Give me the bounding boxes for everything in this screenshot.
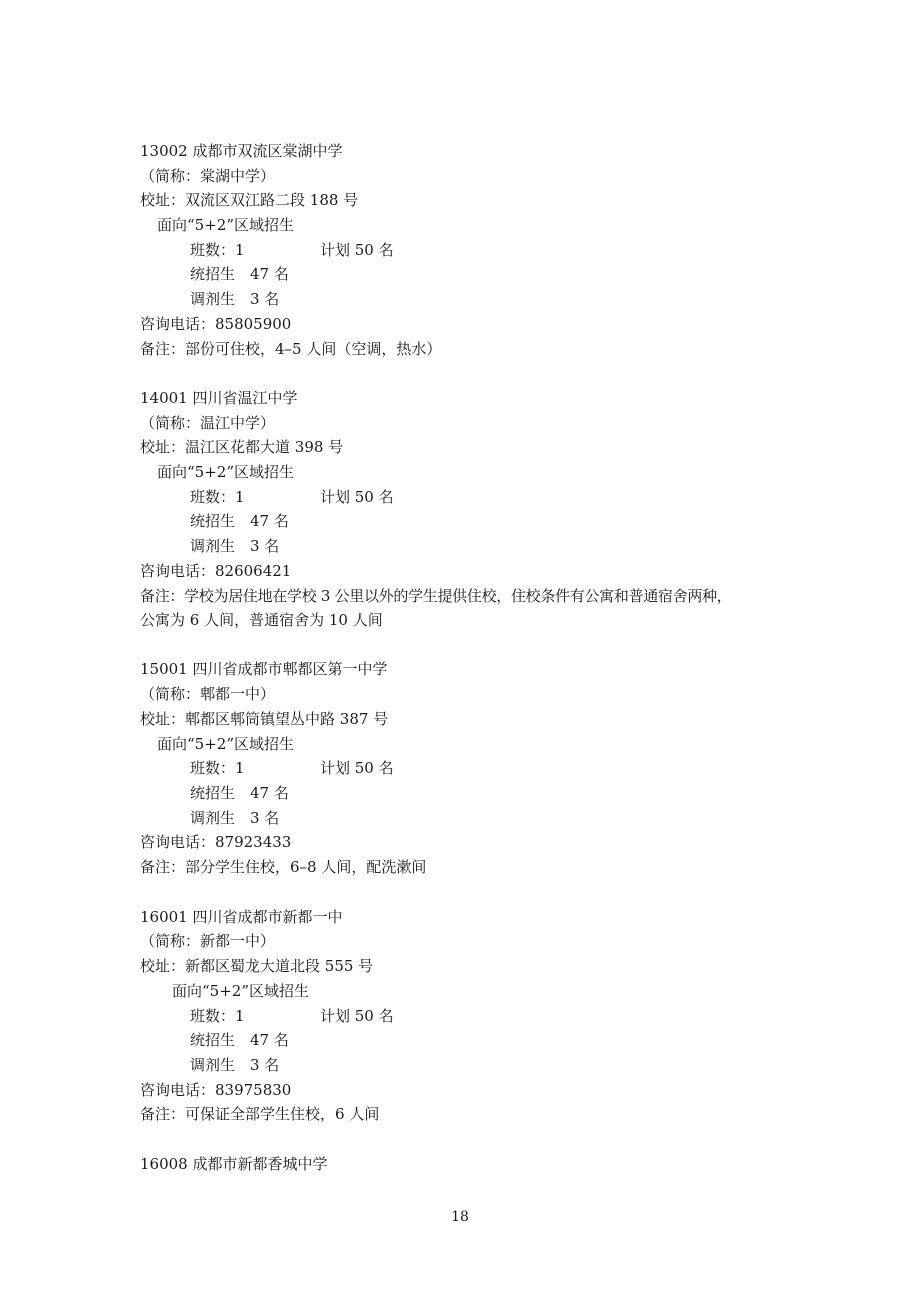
school-heading: 15001 四川省成都市郫都区第一中学 bbox=[140, 660, 388, 678]
school-short-name: （简称：郫都一中） bbox=[140, 685, 276, 703]
school-note: 备注：部份可住校，4–5 人间（空调，热水） bbox=[140, 340, 442, 358]
unified-students: 统招生 47 名 bbox=[190, 1031, 289, 1049]
recruit-scope: 面向“5+2”区域招生 bbox=[157, 735, 294, 753]
class-count-row bbox=[190, 1006, 394, 1026]
unified-students: 统招生 47 名 bbox=[190, 784, 289, 802]
recruit-scope: 面向“5+2”区域招生 bbox=[157, 216, 294, 234]
contact-phone: 咨询电话：83975830 bbox=[140, 1081, 292, 1099]
class-count-row bbox=[190, 487, 394, 507]
class-count: 班数：1 bbox=[190, 488, 245, 506]
enrollment-plan: 计划 50 名 bbox=[320, 241, 394, 259]
school-short-name: （简称：温江中学） bbox=[140, 414, 276, 432]
class-count-row bbox=[190, 240, 394, 260]
class-count: 班数：1 bbox=[190, 759, 245, 777]
recruit-scope: 面向“5+2”区域招生 bbox=[172, 982, 309, 1000]
school-note: 备注：可保证全部学生住校，6 人间 bbox=[140, 1105, 380, 1123]
school-heading: 16001 四川省成都市新都一中 bbox=[140, 908, 343, 926]
school-address: 校址：双流区双江路二段 188 号 bbox=[140, 191, 359, 209]
page-number: 18 bbox=[451, 1209, 469, 1225]
enrollment-plan: 计划 50 名 bbox=[320, 759, 394, 777]
school-short-name: （简称：棠湖中学） bbox=[140, 167, 276, 185]
enrollment-plan: 计划 50 名 bbox=[320, 1007, 394, 1025]
school-note: 备注：部分学生住校，6–8 人间，配洗漱间 bbox=[140, 858, 427, 876]
enrollment-plan: 计划 50 名 bbox=[320, 488, 394, 506]
school-heading: 13002 成都市双流区棠湖中学 bbox=[140, 142, 343, 160]
adjusted-students: 调剂生 3 名 bbox=[190, 290, 280, 308]
contact-phone: 咨询电话：85805900 bbox=[140, 315, 292, 333]
adjusted-students: 调剂生 3 名 bbox=[190, 537, 280, 555]
school-address: 校址：温江区花都大道 398 号 bbox=[140, 438, 344, 456]
adjusted-students: 调剂生 3 名 bbox=[190, 1056, 280, 1074]
school-short-name: （简称：新都一中） bbox=[140, 932, 276, 950]
class-count-row bbox=[190, 758, 394, 778]
unified-students: 统招生 47 名 bbox=[190, 265, 289, 283]
class-count: 班数：1 bbox=[190, 241, 245, 259]
school-note-cont: 公寓为 6 人间，普通宿舍为 10 人间 bbox=[140, 611, 383, 629]
unified-students: 统招生 47 名 bbox=[190, 512, 289, 530]
school-address: 校址：郫都区郫筒镇望丛中路 387 号 bbox=[140, 710, 389, 728]
recruit-scope: 面向“5+2”区域招生 bbox=[157, 463, 294, 481]
school-heading: 14001 四川省温江中学 bbox=[140, 389, 298, 407]
school-address: 校址：新都区蜀龙大道北段 555 号 bbox=[140, 957, 374, 975]
adjusted-students: 调剂生 3 名 bbox=[190, 809, 280, 827]
contact-phone: 咨询电话：87923433 bbox=[140, 833, 292, 851]
contact-phone: 咨询电话：82606421 bbox=[140, 562, 292, 580]
school-note: 备注：学校为居住地在学校 3 公里以外的学生提供住校，住校条件有公寓和普通宿舍两种， bbox=[140, 587, 732, 605]
class-count: 班数：1 bbox=[190, 1007, 245, 1025]
school-heading: 16008 成都市新都香城中学 bbox=[140, 1155, 328, 1173]
